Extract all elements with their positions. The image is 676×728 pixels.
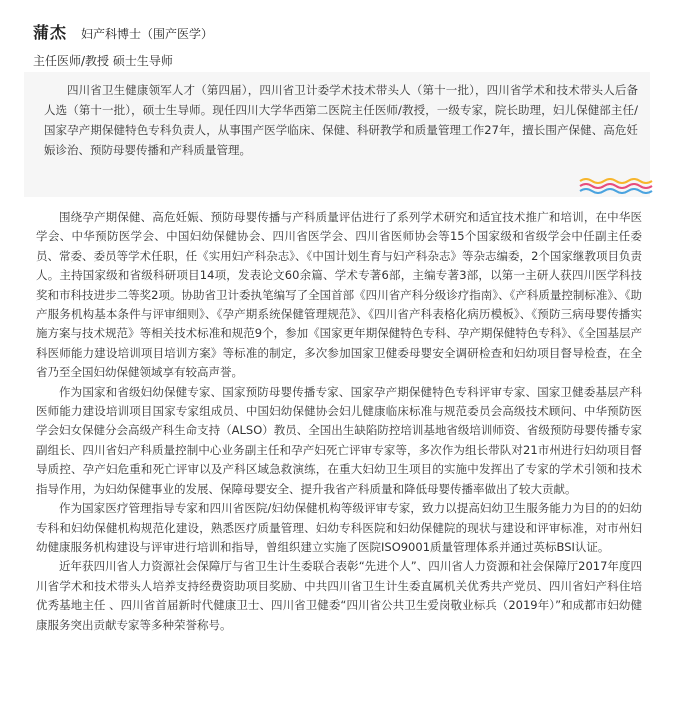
bio-summary: 四川省卫生健康领军人才（第四届），四川省卫计委学术技术带头人（第十一批），四川省学术和技术带头人后备人选（第十一批），硕士生导师。现任四川大学华西第二医院主任医师/教授，一级专家，院长助理，妇儿保健部主任/国家孕产期保健特色专科负责人，从事围产医学临床、保健、科研教学和质量管理工作27年，擅长围产保健、高危妊娠诊治、预防母婴传播和产科质量管理。: [44, 83, 638, 157]
doctor-position: 主任医师/教授 硕士生导师: [33, 54, 173, 68]
main-content: [36, 208, 642, 635]
management-paragraph: 作为国家医疗管理指导专家和四川省医院/妇幼保健机构等级评审专家，致力以提高妇幼卫生服务能力为目的的妇幼专科和妇幼保健机构规范化建设，熟悉医疗质量管理、妇幼专科医院和妇幼保健院的现状与建设和评审标准，对市州妇幼健康服务机构建设与评审进行培训和指导，曾组织建立实施了医院ISO9001质量管理体系并通过英标BSI认证。: [36, 501, 642, 554]
wave-line-pink: [580, 184, 652, 188]
expert-roles-paragraph: 作为国家和省级妇幼保健专家、国家预防母婴传播专家、国家孕产期保健特色专科评审专家、国家卫健委基层产科医师能力建设培训项目国家专家组成员、中国妇幼保健协会妇儿健康临床标准与规范委员会高级技术顾问、中华预防医学会妇女保健分会高级产科生命支持（ALSO）教员、全国出生缺陷防控培训基地省级培训师资、省级预防母婴传播专家副组长、四川省妇产科质量控制中心业务副主任和孕产妇死亡评审专家等，多次作为组长带队对21市州进行妇幼项目督导质控、孕产妇危重和死亡评审以及产科区域急救演练，在重大妇幼卫生项目的实施中发挥出了专家的学术引领和技术指导作用，为妇幼保健事业的发展、保障母婴安全、提升我省产科质量和降低母婴传播率做出了较大贡献。: [36, 384, 642, 496]
research-paragraph: 围绕孕产期保健、高危妊娠、预防母婴传播与产科质量评估进行了系列学术研究和适宜技术推广和培训，在中华医学会、中华预防医学会、中国妇幼保健协会、四川省医学会、四川省医师协会等15个国家级和省级学会中任副主任委员、常委、委员等学术任职，任《实用妇产科杂志》、《中国计划生育与妇产科杂志》等杂志编委，2个国家继教项目负责人。主持国家级和省级科研项目14项，发表论文60余篇、学术专著6部，主编专著3部，以第一主研人获四川医学科技奖和市科技进步二等奖2项。协助省卫计委执笔编写了全国首部《四川省产科分级诊疗指南》、《产科质量控制标准》、《助产服务机构基本条件与评审细则》、《孕产期系统保健管理规范》、《四川省产科表格化病历模板》、《预防三病母婴传播实施方案与技术规范》等相关技术标准和规范9个，参加《国家更年期保健特色专科、孕产期保健特色专科》、《全国基层产科医师能力建设培训项目培训方案》等标准的制定，多次参加国家卫健委母婴安全调研检查和妇幼项目督导检查，在全省乃至全国妇幼保健领域享有较高声誉。: [36, 210, 642, 380]
name-line: [33, 20, 653, 43]
profile-header: [33, 20, 653, 69]
doctor-degree: 妇产科博士（围产医学）: [81, 27, 214, 41]
wave-decoration-icon: [578, 176, 654, 194]
doctor-name: 蒲杰: [33, 23, 68, 42]
wave-line-blue: [580, 189, 652, 193]
honors-paragraph: 近年获四川省人力资源社会保障厅与省卫生计生委联合表彰“先进个人”、四川省人力资源和社会保障厅2017年度四川省学术和技术带头人培养支持经费资助项目奖励、中共四川省卫生计生委直属机关优秀共产党员、四川省妇产科住培优秀基地主任 、四川省首届新时代健康卫士、四川省卫健委“四川省公共卫生爱岗敬业标兵（2019年）”和成都市妇幼健康服务突出贡献专家等多种荣誉称号。: [36, 559, 642, 632]
wave-line-yellow: [580, 179, 652, 183]
